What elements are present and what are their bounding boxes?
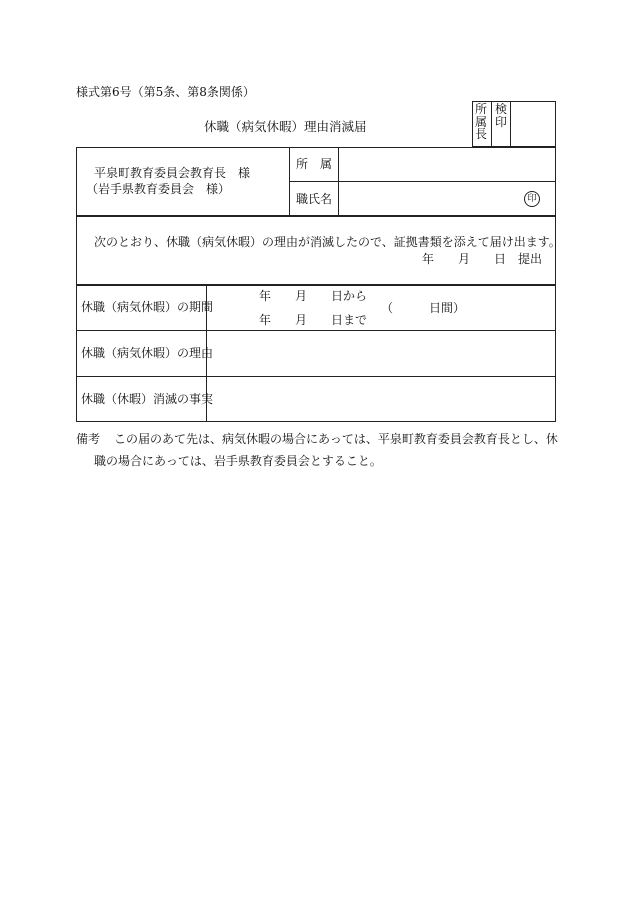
period-from-field[interactable]: 年 月 日から: [259, 289, 368, 303]
affiliation-label: 所 属: [296, 157, 333, 171]
reason-label: 休職（病気休暇）の理由: [81, 346, 214, 360]
fact-field[interactable]: [214, 393, 548, 407]
seal-icon: 印: [524, 191, 540, 207]
approval-label-divider: [491, 101, 492, 147]
addressee-line-1: 平泉町教育委員会教育長 様: [94, 166, 251, 180]
approval-label-affiliation-head: 所属長: [474, 102, 487, 142]
remarks-line-1: この届のあて先は、病気休暇の場合にあっては、平泉町教育委員会教育長とし、休: [114, 432, 558, 446]
detail-row-divider-1: [76, 330, 556, 331]
approval-divider: [510, 101, 511, 147]
submission-date[interactable]: 年 月 日 提出: [422, 252, 543, 266]
period-label: 休職（病気休暇）の期間: [81, 300, 214, 314]
name-label: 職氏名: [296, 192, 333, 206]
remarks-label: 備考: [76, 432, 101, 446]
period-days-field[interactable]: （ 日間）: [381, 301, 466, 315]
applicant-row-divider: [289, 181, 556, 182]
period-to-field[interactable]: 年 月 日まで: [259, 313, 368, 327]
approval-label-inspection-seal: 検印: [494, 102, 507, 129]
addressee-line-2: （岩手県教育委員会 様）: [86, 182, 231, 196]
form-id: 様式第6号（第5条、第8条関係）: [76, 85, 255, 99]
name-field[interactable]: [344, 193, 514, 207]
detail-row-divider-2: [76, 376, 556, 377]
statement-block: [76, 216, 556, 285]
affiliation-field[interactable]: [344, 158, 550, 172]
reason-field[interactable]: [214, 347, 548, 361]
fact-label: 休職（休暇）消滅の事実: [81, 392, 214, 406]
remarks-line-2: 職の場合にあっては、岩手県教育委員会とすること。: [94, 454, 382, 468]
page-title: 休職（病気休暇）理由消滅届: [204, 119, 367, 134]
statement-text: 次のとおり、休職（病気休暇）の理由が消滅したので、証拠書類を添えて届け出ます。: [94, 235, 561, 249]
